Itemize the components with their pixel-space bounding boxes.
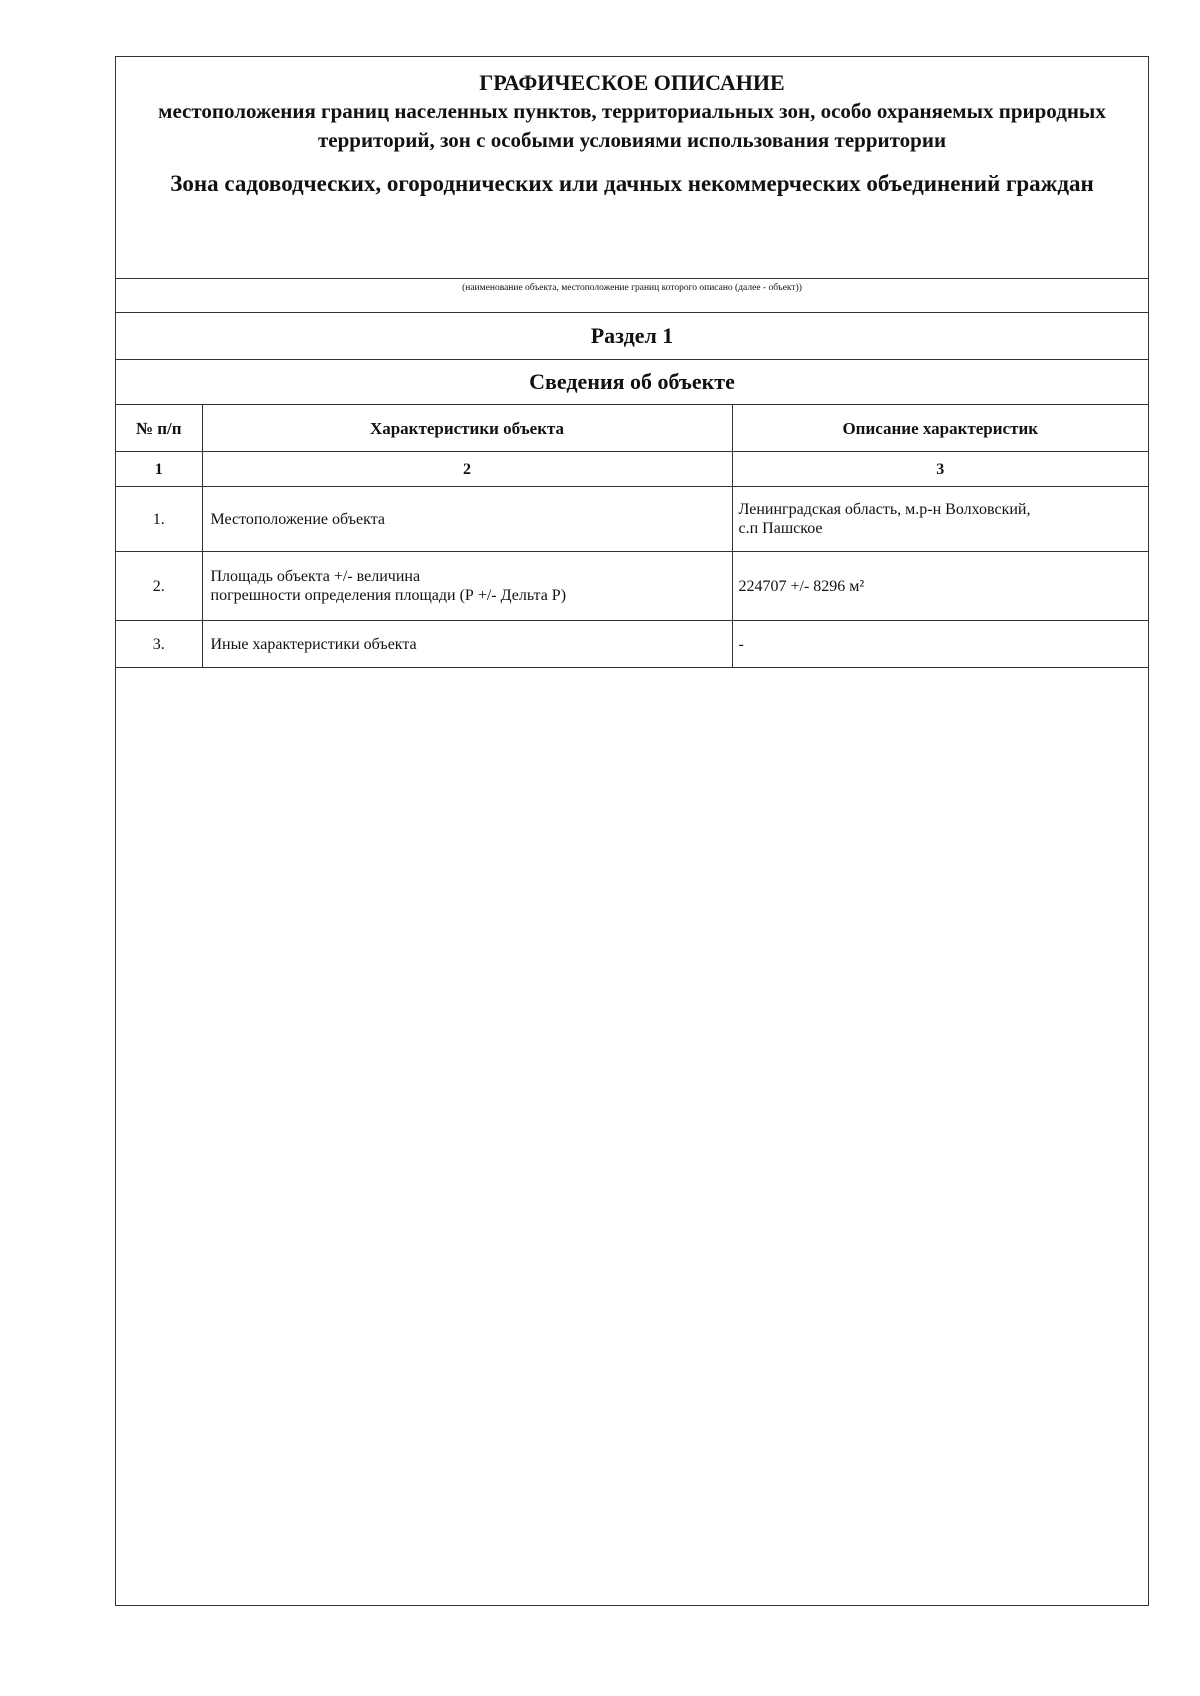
characteristic-line: Площадь объекта +/- величина <box>210 568 421 585</box>
column-header-description: Описание характеристик <box>732 405 1148 452</box>
row-description: - <box>732 621 1148 668</box>
description-line: Ленинградская область, м.р-н Волховский, <box>738 501 1031 518</box>
row-characteristic: Иные характеристики объекта <box>202 621 732 668</box>
description-line: с.п Пашское <box>738 520 823 537</box>
object-name: Зона садоводческих, огороднических или дачных некоммерческих объединений граждан <box>170 171 1094 196</box>
column-header-number: № п/п <box>116 405 202 452</box>
row-number: 2. <box>116 552 202 621</box>
column-number: 3 <box>732 452 1148 487</box>
section-subtitle: Сведения об объекте <box>116 360 1148 405</box>
row-description: 224707 +/- 8296 м² <box>732 552 1148 621</box>
row-characteristic <box>202 552 732 621</box>
characteristic-line: погрешности определения площади (Р +/- Дельта Р) <box>210 587 567 604</box>
document-subtitle: местоположения границ населенных пунктов, территориальных зон, особо охраняемых природных территорий, зон с особыми условиями использования территории <box>158 99 1106 152</box>
row-number: 1. <box>116 487 202 552</box>
table-row <box>116 487 1148 552</box>
column-numbers-row <box>116 452 1148 487</box>
table-header-row <box>116 405 1148 452</box>
object-info-table <box>116 405 1148 668</box>
row-number: 3. <box>116 621 202 668</box>
document-header <box>116 57 1148 279</box>
document-frame <box>115 56 1149 1606</box>
column-number: 2 <box>202 452 732 487</box>
table-row <box>116 552 1148 621</box>
column-header-characteristic: Характеристики объекта <box>202 405 732 452</box>
document-title: ГРАФИЧЕСКОЕ ОПИСАНИЕ <box>479 70 785 95</box>
table-row <box>116 621 1148 668</box>
section-title: Раздел 1 <box>116 313 1148 360</box>
caption-text: (наименование объекта, местоположение границ которого описано (далее - объект)) <box>462 283 802 293</box>
object-name-caption <box>116 279 1148 313</box>
row-characteristic: Местоположение объекта <box>202 487 732 552</box>
column-number: 1 <box>116 452 202 487</box>
row-description <box>732 487 1148 552</box>
